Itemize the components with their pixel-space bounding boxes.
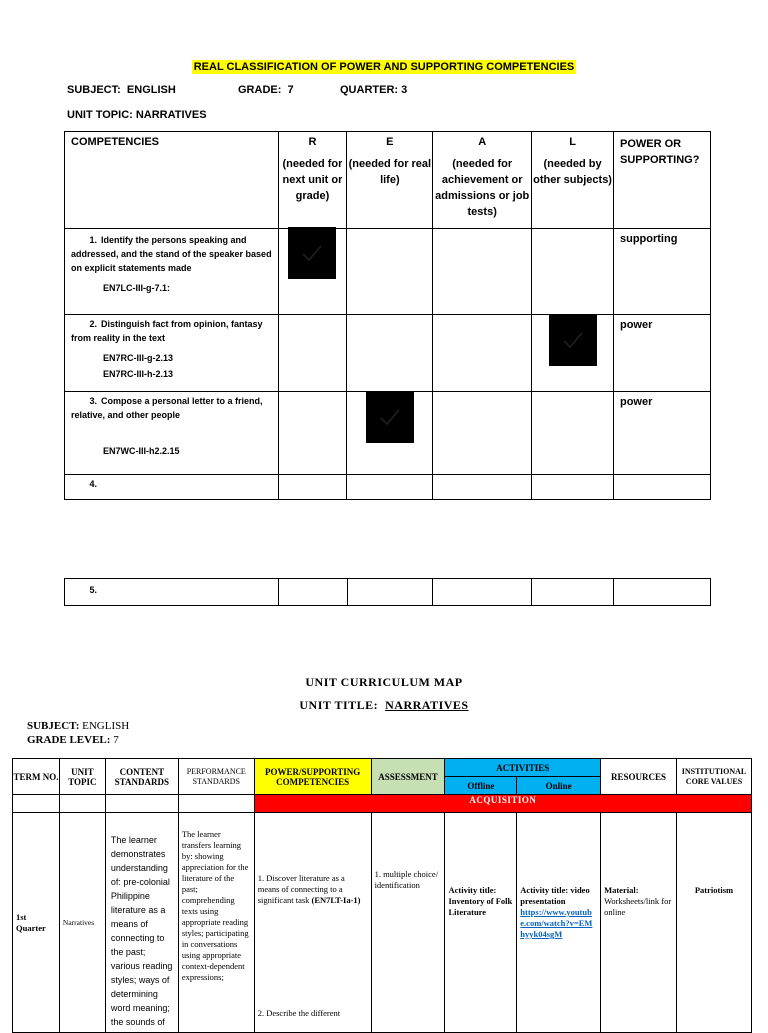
term-cell: 1st Quarter xyxy=(13,813,60,1033)
header-online: Online xyxy=(517,777,601,795)
table-row xyxy=(65,315,711,392)
offline-activity-cell: Activity title: Inventory of Folk Literature xyxy=(445,813,517,1033)
header-assessment: ASSESSMENT xyxy=(371,759,445,795)
competency-cell: 3. Compose a personal letter to a friend, relative, and other people EN7WC-III-h2.2.15 xyxy=(65,392,279,475)
table-row xyxy=(13,813,752,1033)
quarter-line: QUARTER: 3 xyxy=(340,84,408,96)
check-icon xyxy=(366,391,414,443)
r-cell xyxy=(278,315,347,392)
ps-cell: power xyxy=(613,315,710,392)
competency-cell: 5. xyxy=(65,579,279,606)
core-values-cell: Patriotism xyxy=(676,813,751,1033)
curriculum-map-table xyxy=(12,758,752,1033)
subject-line: SUBJECT: ENGLISH xyxy=(67,84,176,96)
e-cell xyxy=(347,392,433,475)
online-activity-cell: Activity title: video presentation https://www.youtube.com/watch?v=EMhyyk04sgM xyxy=(517,813,601,1033)
header-a: A (needed for achievement or admissions or job tests) xyxy=(433,132,532,229)
assessment-cell: 1. multiple choice/ identification xyxy=(371,813,445,1033)
ps-cell: power xyxy=(613,392,710,475)
check-icon xyxy=(549,314,597,366)
e-cell xyxy=(347,315,433,392)
ps-cell: supporting xyxy=(613,229,710,315)
l-cell xyxy=(532,315,614,392)
header-activities: ACTIVITIES xyxy=(445,759,601,777)
header-content-standards: CONTENT STANDARDS xyxy=(105,759,178,795)
r-cell xyxy=(278,229,347,315)
video-link[interactable]: https://www.youtube.com/watch?v=EMhyyk04sgM xyxy=(520,907,593,939)
competency-cell: 1. Identify the persons speaking and addressed, and the stand of the speaker based on explicit statements made EN7LC-III-g-7.1: xyxy=(65,229,279,315)
grade-line: GRADE: 7 xyxy=(238,84,294,96)
header-unit-topic: UNIT TOPIC xyxy=(59,759,105,795)
header-term: TERM NO. xyxy=(13,759,60,795)
map-grade: GRADE LEVEL: 7 xyxy=(27,734,119,746)
acquisition-bar: ACQUISITION xyxy=(254,795,751,813)
competencies-cell: 1. Discover literature as a means of connecting to a significant task (EN7LT-Ia-1) 2. Describe the different xyxy=(254,813,371,1033)
e-cell xyxy=(347,229,433,315)
competency-cell: 2. Distinguish fact from opinion, fantasy from reality in the text EN7RC-III-g-2.13 EN7RC-III-h-2.13 xyxy=(65,315,279,392)
l-cell xyxy=(532,229,614,315)
header-core-values: INSTITUTIONAL CORE VALUES xyxy=(676,759,751,795)
header-offline: Offline xyxy=(445,777,517,795)
a-cell xyxy=(433,315,532,392)
topic-cell: Narratives xyxy=(59,813,105,1033)
header-competencies: COMPETENCIES xyxy=(65,132,279,229)
real-classification-table-continued xyxy=(64,578,711,606)
header-resources: RESOURCES xyxy=(601,759,677,795)
unit-topic: UNIT TOPIC: NARRATIVES xyxy=(67,109,207,121)
performance-standards-cell: The learner transfers learning by: showing appreciation for the literature of the past; comprehending texts using appropriate reading styles; participating in conversations using appropriate context-dependent expressions; xyxy=(178,813,254,1033)
check-icon xyxy=(288,227,336,279)
competency-cell: 4. xyxy=(65,475,279,500)
header-power-supporting: POWER OR SUPPORTING? xyxy=(613,132,710,229)
a-cell xyxy=(433,392,532,475)
real-classification-table xyxy=(64,131,711,500)
table-row xyxy=(65,229,711,315)
header-competencies: POWER/SUPPORTING COMPETENCIES xyxy=(254,759,371,795)
a-cell xyxy=(433,229,532,315)
header-r: R (needed for next unit or grade) xyxy=(278,132,347,229)
header-performance-standards: PERFORMANCE STANDARDS xyxy=(178,759,254,795)
l-cell xyxy=(532,392,614,475)
map-subject: SUBJECT: ENGLISH xyxy=(27,720,130,732)
table-row xyxy=(65,392,711,475)
content-standards-cell: The learner demonstrates understanding of: pre-colonial Philippine literature as a means of connecting to the past; various reading styles; ways of determining word meaning; the sounds of xyxy=(105,813,178,1033)
table-row xyxy=(65,475,711,500)
map-unit-title: UNIT TITLE: NARRATIVES xyxy=(299,698,469,712)
header-e: E (needed for real life) xyxy=(347,132,433,229)
map-title: UNIT CURRICULUM MAP xyxy=(305,675,463,689)
header-l: L (needed by other subjects) xyxy=(532,132,614,229)
resources-cell: Material: Worksheets/link for online xyxy=(601,813,677,1033)
document-title: REAL CLASSIFICATION OF POWER AND SUPPORTING COMPETENCIES xyxy=(193,61,575,73)
r-cell xyxy=(278,392,347,475)
table-row xyxy=(65,579,711,606)
